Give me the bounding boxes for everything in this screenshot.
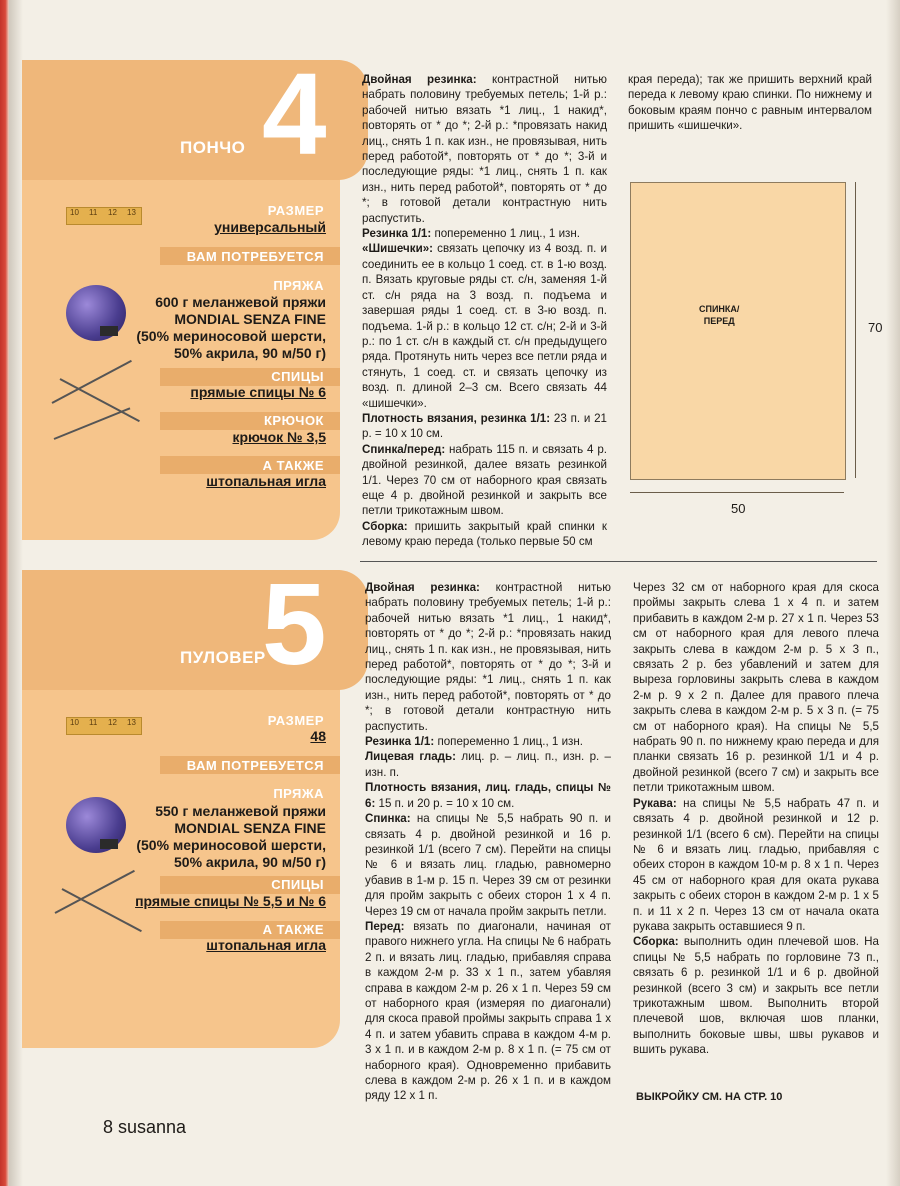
also-value: штопальная игла bbox=[206, 473, 326, 489]
ruler-icon: 10 11 12 13 bbox=[66, 717, 142, 735]
section-divider bbox=[360, 561, 877, 562]
yarn-description bbox=[0, 803, 326, 871]
need-label: ВАМ ПОТРЕБУЕТСЯ bbox=[186, 249, 324, 264]
yarn-line: (50% мериносовой шерсти, bbox=[136, 837, 326, 853]
size-label: РАЗМЕР bbox=[267, 713, 324, 728]
page-edge-red bbox=[0, 0, 9, 1186]
dimension-line-horizontal bbox=[630, 492, 844, 493]
yarn-label: ПРЯЖА bbox=[273, 278, 324, 293]
poncho-instructions-col2 bbox=[628, 72, 872, 134]
hook-label: КРЮЧОК bbox=[263, 413, 324, 428]
yarn-line: 50% акрила, 90 м/50 г) bbox=[174, 854, 326, 870]
poncho-instructions-col1 bbox=[362, 72, 607, 550]
hook-value: крючок № 3,5 bbox=[232, 429, 326, 445]
needles-label: СПИЦЫ bbox=[271, 369, 324, 384]
also-label: А ТАКЖЕ bbox=[262, 922, 324, 937]
yarn-line: 550 г меланжевой пряжи bbox=[155, 803, 326, 819]
yarn-label: ПРЯЖА bbox=[273, 786, 324, 801]
instruction-para: «Шишечки»: связать цепочку из 4 возд. п. и соединить ее в кольцо 1 соед. ст. в 1-ю возд. п. Вязать круговые ряды ст. с/н, заменяя 1-й ст. с/н ряда на 3 возд. п. подъема и завершая ряды 1 соед. ст. в 3-ю возд. п. подъема. 1-й р.: в кольцо 12 ст. с/н; 2-й и 3-й р.: по 1 ст. с/н в каждый ст. с/н предыдущего ряда. Протянуть нить через все петли ряда и стянуть, 1 соед. ст. и связать цепочку из возд. п. длиной 2–3 см. Всего связать 44 «шишечки». bbox=[362, 242, 607, 410]
need-label: ВАМ ПОТРЕБУЕТСЯ bbox=[186, 758, 324, 773]
also-label: А ТАКЖЕ bbox=[262, 458, 324, 473]
needles-label: СПИЦЫ bbox=[271, 877, 324, 892]
yarn-description bbox=[0, 294, 326, 362]
page-edge-right bbox=[886, 0, 900, 1186]
instruction-para: Резинка 1/1: попеременно 1 лиц., 1 изн. bbox=[362, 227, 580, 241]
instruction-para: Рукава: на спицы № 5,5 набрать 47 п. и связать 4 р. двойной резинкой и 12 р. резинкой 1/1 (всего 6 см). Перейти на спицы № 6 и вязать лиц. гладью, прибавляя с обеих сторон в каждом 10-м р. 8 х 1 п. Через 45 см от наборного края для оката рукава закрыть с обеих сторон в каждом 2-м р. 1 х 5 п. и 11 х 2 п. Через 13 см от начала оката рукава закрыть оставшиеся 9 п. bbox=[633, 796, 879, 933]
pullover-instructions-col2 bbox=[633, 580, 879, 1058]
instruction-para: Спинка: на спицы № 5,5 набрать 90 п. и связать 4 р. двойной резинкой и 16 р. резинкой 1/1 (всего 7 см). Перейти на спицы № 6 и вязать лиц. гладью, равномерно убавив в 1-м р. 15 п. Через 39 см от резинки для пройм закрыть с обеих сторон 1 х 4 п. Через 19 см от начала пройм закрыть петли. bbox=[365, 812, 611, 918]
page-edge-binding bbox=[9, 0, 23, 1186]
instruction-para: Лицевая гладь: лиц. р. – лиц. п., изн. р. – изн. п. bbox=[365, 750, 611, 779]
diagram-height: 70 bbox=[868, 320, 883, 335]
instruction-para: Сборка: пришить закрытый край спинки к левому краю переда (только первые 50 см bbox=[362, 519, 607, 549]
also-value: штопальная игла bbox=[206, 937, 326, 953]
pullover-header-tab bbox=[22, 559, 368, 690]
page-footer: 8 susanna bbox=[103, 1117, 187, 1137]
dimension-line-vertical bbox=[855, 182, 856, 478]
project-name: ПУЛОВЕР bbox=[180, 648, 266, 667]
poncho-header-tab bbox=[22, 49, 368, 180]
size-label: РАЗМЕР bbox=[267, 203, 324, 218]
yarn-line: (50% мериносовой шерсти, bbox=[136, 328, 326, 344]
size-value: универсальный bbox=[214, 219, 326, 235]
instruction-para: Через 32 см от наборного края для скоса проймы закрыть слева 1 х 4 п. и затем прибавить в каждом 2-м р. 27 х 1 п. Через 53 см от наборного края для левого плеча закрыть слева в каждом 2-м р. 5 х 3 п., связать 2 р. без убавлений и затем для выреза горловины закрыть слева в каждом 2-м р. 9 х 2 п. Далее для правого плеча закрыть слева в каждом 2-м р. 5 х 3 п. (= 75 см от наборного края). На спицы № 5,5 набрать 90 п. по нижнему краю переда и для планки связать 16 р. резинкой 1/1 и 4 р. двойной резинкой (всего 7 см) и закрыть все петли трикотажным швом. bbox=[633, 581, 879, 795]
instruction-para: Спинка/перед: набрать 115 п. и связать 4 р. двойной резинкой, далее вязать резинкой 1/1. Через 70 см от наборного края связать еще 4 р. двойной резинкой и закрыть все петли трикотажным швом. bbox=[362, 442, 607, 518]
ruler-icon: 10 11 12 13 bbox=[66, 207, 142, 225]
instruction-para: Сборка: выполнить один плечевой шов. На спицы № 5,5 набрать по горловине 73 п., связать 6 р. резинкой 1/1 и 6 р. двойной резинкой (всего 3 см) и закрыть все петли трикотажным швом. Выполнить второй плечевой шов, включая шов планки, выполнить боковые швы, швы рукавов и вшить рукава. bbox=[633, 935, 879, 1057]
instruction-para: Плотность вязания, резинка 1/1: 23 п. и 21 р. = 10 х 10 см. bbox=[362, 411, 607, 441]
needles-value: прямые спицы № 5,5 и № 6 bbox=[135, 893, 326, 909]
project-number: 5 bbox=[262, 559, 327, 689]
diagram-piece-label: СПИНКА/ ПЕРЕД bbox=[699, 304, 740, 326]
instruction-para: Двойная резинка: контрастной нитью набрать половину требуемых петель; 1-й р.: рабочей нитью вязать *1 лиц., 1 накид*, повторять от * до *; 2-й р.: *провязать накид лиц., снять 1 п. как изн., не провязывая, нить перед работой*, повторять от * до *; 3-й и последующие ряды: *1 лиц., снять 1 п. как изн., нить перед работой*, повторять от * до *; в готовой детали контрастную нить распустить. bbox=[365, 581, 611, 733]
instruction-para: края переда); так же пришить верхний край переда к левому краю спинки. По нижнему и боковым краям пончо с равным интервалом пришить «шишечки». bbox=[628, 73, 872, 133]
yarn-line: MONDIAL SENZA FINE bbox=[174, 820, 326, 836]
yarn-line: 600 г меланжевой пряжи bbox=[155, 294, 326, 310]
needles-value: прямые спицы № 6 bbox=[190, 384, 326, 400]
project-name: ПОНЧО bbox=[180, 138, 246, 157]
instruction-para: Плотность вязания, лиц. гладь, спицы № 6: 15 п. и 20 р. = 10 х 10 см. bbox=[365, 781, 611, 810]
size-value: 48 bbox=[310, 728, 326, 744]
see-pattern-reference: ВЫКРОЙКУ СМ. НА СТР. 10 bbox=[636, 1091, 783, 1103]
diagram-width: 50 bbox=[731, 501, 746, 516]
yarn-line: MONDIAL SENZA FINE bbox=[174, 311, 326, 327]
instruction-para: Резинка 1/1: попеременно 1 лиц., 1 изн. bbox=[365, 735, 583, 749]
yarn-line: 50% акрила, 90 м/50 г) bbox=[174, 345, 326, 361]
pullover-instructions-col1 bbox=[365, 580, 611, 1104]
project-number: 4 bbox=[262, 49, 327, 179]
pattern-diagram bbox=[630, 182, 846, 480]
instruction-para: Перед: вязать по диагонали, начиная от правого нижнего угла. На спицы № 6 набрать 2 п. и вязать лиц. гладью, прибавляя справа в каждом 2-м р. 33 х 1 п., затем убавляя справа в каждом 2-м р. 26 х 1 п. Через 59 см от наборного края (измеряя по диагонали) для скоса правой проймы закрыть справа 1 х 4 п. и затем убавить справа в каждом 4-м р. 3 х 1 п. и в каждом 2-м р. 8 х 1 п. (= 75 см от наборного края). Одновременно прибавить слева в каждом 2-м р. 26 х 1 п. и в каждом ряду 12 х 1 п. bbox=[365, 919, 611, 1103]
instruction-para: Двойная резинка: контрастной нитью набрать половину требуемых петель; 1-й р.: рабочей нитью вязать *1 лиц., 1 накид*, повторять от * до *; 2-й р.: *провязать накид лиц., снять 1 п. как изн., не провязывая, нить перед работой*, повторять от * до *; 3-й и последующие ряды: *1 лиц., снять 1 п. как изн., нить перед работой*, повторять от * до *; в готовой детали контрастную нить распустить. bbox=[362, 73, 607, 225]
